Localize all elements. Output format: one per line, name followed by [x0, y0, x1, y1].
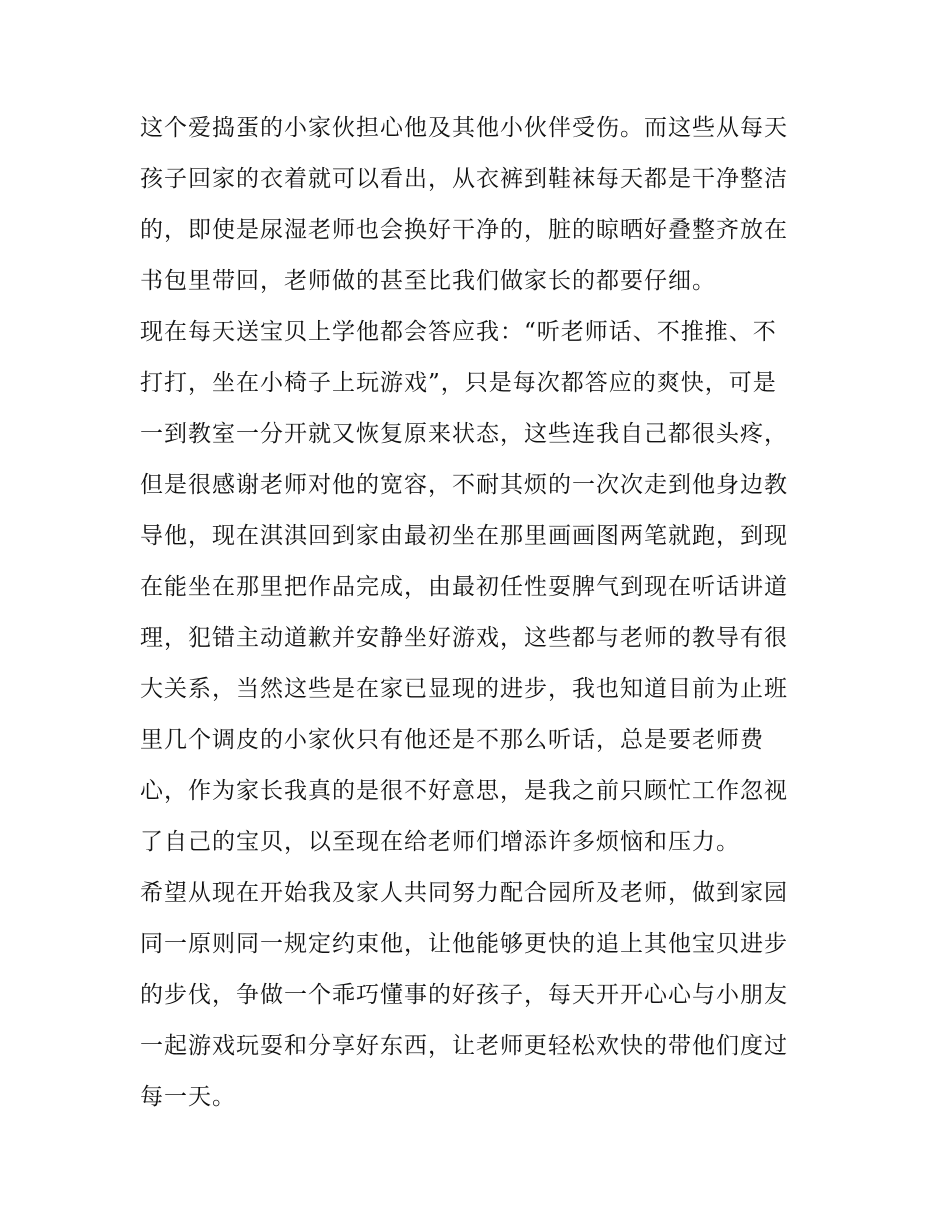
text-line: 的，即使是尿湿老师也会换好干净的，脏的晾晒好叠整齐放在: [140, 217, 788, 243]
text-line: 现在每天送宝贝上学他都会答应我：“听老师话、不推推、不: [140, 319, 777, 345]
body-text: [140, 103, 812, 1123]
text-line: 大关系，当然这些是在家已显现的进步，我也知道目前为止班: [140, 676, 788, 702]
text-line: 心，作为家长我真的是很不好意思，是我之前只顾忙工作忽视: [140, 778, 788, 804]
text-line: 同一原则同一规定约束他，让他能够更快的追上其他宝贝进步: [140, 931, 788, 957]
text-line: 一到教室一分开就又恢复原来状态，这些连我自己都很头疼，: [140, 421, 788, 447]
text-line: 里几个调皮的小家伙只有他还是不那么听话，总是要老师费: [140, 727, 764, 753]
text-line: 孩子回家的衣着就可以看出，从衣裤到鞋袜每天都是干净整洁: [140, 166, 788, 192]
text-line: 这个爱捣蛋的小家伙担心他及其他小伙伴受伤。而这些从每天: [140, 115, 788, 141]
text-line: 在能坐在那里把作品完成，由最初任性耍脾气到现在听话讲道: [140, 574, 788, 600]
text-line: 导他，现在淇淇回到家由最初坐在那里画画图两笔就跑，到现: [140, 523, 788, 549]
text-line: 的步伐，争做一个乖巧懂事的好孩子，每天开开心心与小朋友: [140, 982, 788, 1008]
text-line: 书包里带回，老师做的甚至比我们做家长的都要仔细。: [140, 268, 716, 294]
text-line: 理，犯错主动道歉并安静坐好游戏，这些都与老师的教导有很: [140, 625, 788, 651]
text-line: 希望从现在开始我及家人共同努力配合园所及老师，做到家园: [140, 880, 788, 906]
text-line: 了自己的宝贝，以至现在给老师们增添许多烦恼和压力。: [140, 829, 740, 855]
text-line: 一起游戏玩耍和分享好东西，让老师更轻松欢快的带他们度过: [140, 1033, 788, 1059]
text-line: 每一天。: [140, 1084, 236, 1110]
text-line: 但是很感谢老师对他的宽容，不耐其烦的一次次走到他身边教: [140, 472, 788, 498]
text-line: 打打，坐在小椅子上玩游戏”，只是每次都答应的爽快，可是: [140, 370, 777, 396]
